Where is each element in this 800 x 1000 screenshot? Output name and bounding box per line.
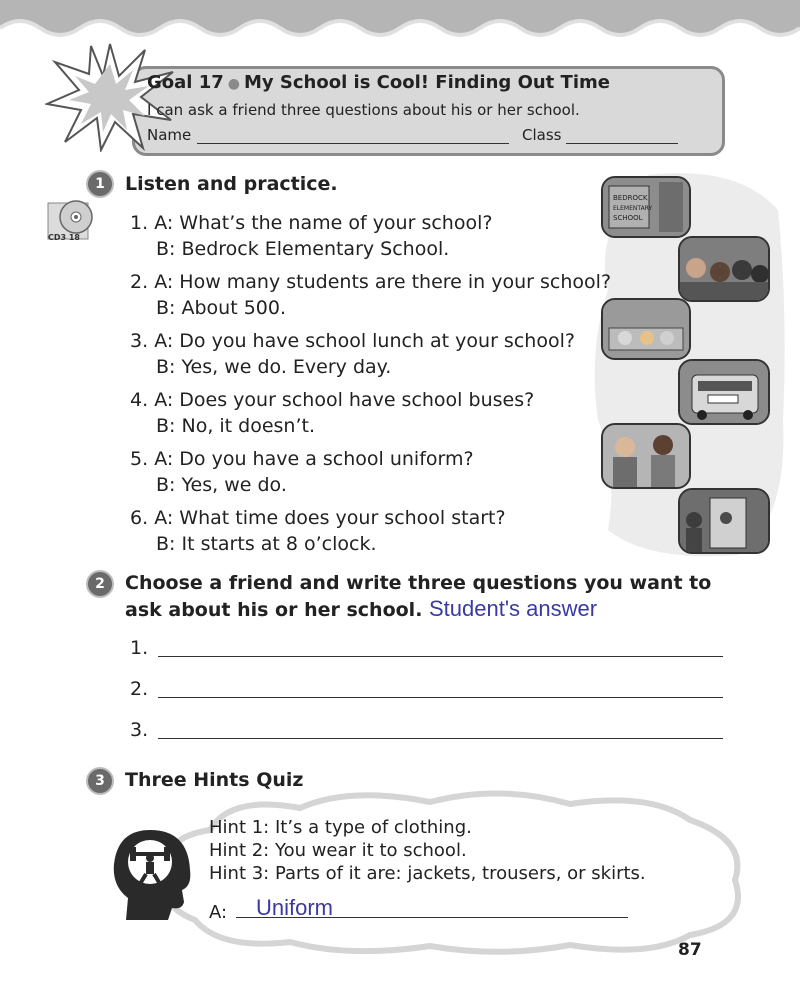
dialogue-number: 5. (130, 448, 149, 470)
students-photo (678, 236, 770, 302)
section-1-badge: 1 (86, 170, 114, 198)
dialogue-6 (130, 505, 506, 557)
dialogue-number: 2. (130, 271, 149, 293)
dialogue-5 (130, 446, 474, 498)
goal-title (147, 72, 610, 93)
section-1-title: Listen and practice. (125, 173, 338, 195)
dialogue-answer: B: Yes, we do. (156, 474, 287, 496)
dialogue-question: A: What time does your school start? (154, 507, 506, 529)
dialogue-3 (130, 328, 575, 380)
goal-label: Goal 17 (147, 72, 224, 93)
goal-objective: I can ask a friend three questions about his or her school. (147, 101, 580, 119)
section-3-badge: 3 (86, 767, 114, 795)
question-line-number: 2. (130, 678, 149, 700)
cd-track-label: CD3 18 (48, 233, 80, 242)
name-field[interactable] (197, 143, 509, 144)
section-3-title: Three Hints Quiz (125, 769, 304, 791)
question-line-number: 3. (130, 719, 149, 741)
dialogue-4 (130, 387, 534, 439)
hint-2: Hint 2: You wear it to school. (209, 840, 467, 861)
dialogue-number: 4. (130, 389, 149, 411)
dialogue-question: A: Do you have school lunch at your school? (154, 330, 575, 352)
thinking-head-icon (110, 828, 192, 920)
svg-text:BEDROCK: BEDROCK (613, 194, 648, 202)
school-sign-photo (601, 176, 691, 238)
bullet-dot-icon: ● (227, 76, 240, 92)
svg-text:ELEMENTARY: ELEMENTARY (613, 205, 653, 212)
school-bus-photo (678, 359, 770, 425)
question-2-input-line[interactable] (158, 697, 723, 698)
hint-3: Hint 3: Parts of it are: jackets, trousers, or skirts. (209, 863, 646, 884)
dialogue-number: 1. (130, 212, 149, 234)
dialogue-answer: B: Bedrock Elementary School. (156, 238, 450, 260)
question-line-number: 1. (130, 637, 149, 659)
goal-heading: My School is Cool! Finding Out Time (244, 72, 610, 93)
dialogue-2 (130, 269, 611, 321)
dialogue-question: A: What’s the name of your school? (154, 212, 493, 234)
school-start-photo (678, 488, 770, 554)
handwritten-student-answer: Student's answer (429, 596, 598, 621)
dialogue-answer: B: It starts at 8 o’clock. (156, 533, 377, 555)
school-lunch-photo (601, 298, 691, 360)
dialogue-answer: B: About 500. (156, 297, 286, 319)
svg-text:SCHOOL: SCHOOL (613, 214, 643, 222)
school-uniform-photo (601, 423, 691, 489)
dialogue-question: A: Does your school have school buses? (154, 389, 535, 411)
dialogue-1 (130, 210, 492, 262)
dialogue-answer: B: No, it doesn’t. (156, 415, 316, 437)
name-label: Name (147, 126, 192, 144)
dialogue-answer: B: Yes, we do. Every day. (156, 356, 392, 378)
answer-label: A: (209, 902, 228, 923)
section-2-title-line1: Choose a friend and write three questions you want to (125, 572, 712, 594)
dialogue-question: A: Do you have a school uniform? (154, 448, 474, 470)
class-field[interactable] (566, 143, 678, 144)
section-2-badge: 2 (86, 570, 114, 598)
dialogue-number: 3. (130, 330, 149, 352)
quiz-handwritten-answer: Uniform (256, 895, 334, 920)
page-number: 87 (678, 940, 702, 960)
dialogue-question: A: How many students are there in your school? (154, 271, 612, 293)
question-3-input-line[interactable] (158, 738, 723, 739)
question-1-input-line[interactable] (158, 656, 723, 657)
class-label: Class (522, 126, 562, 144)
hint-1: Hint 1: It’s a type of clothing. (209, 817, 472, 838)
section-2-title-line2: ask about his or her school. (125, 599, 423, 621)
dialogue-number: 6. (130, 507, 149, 529)
